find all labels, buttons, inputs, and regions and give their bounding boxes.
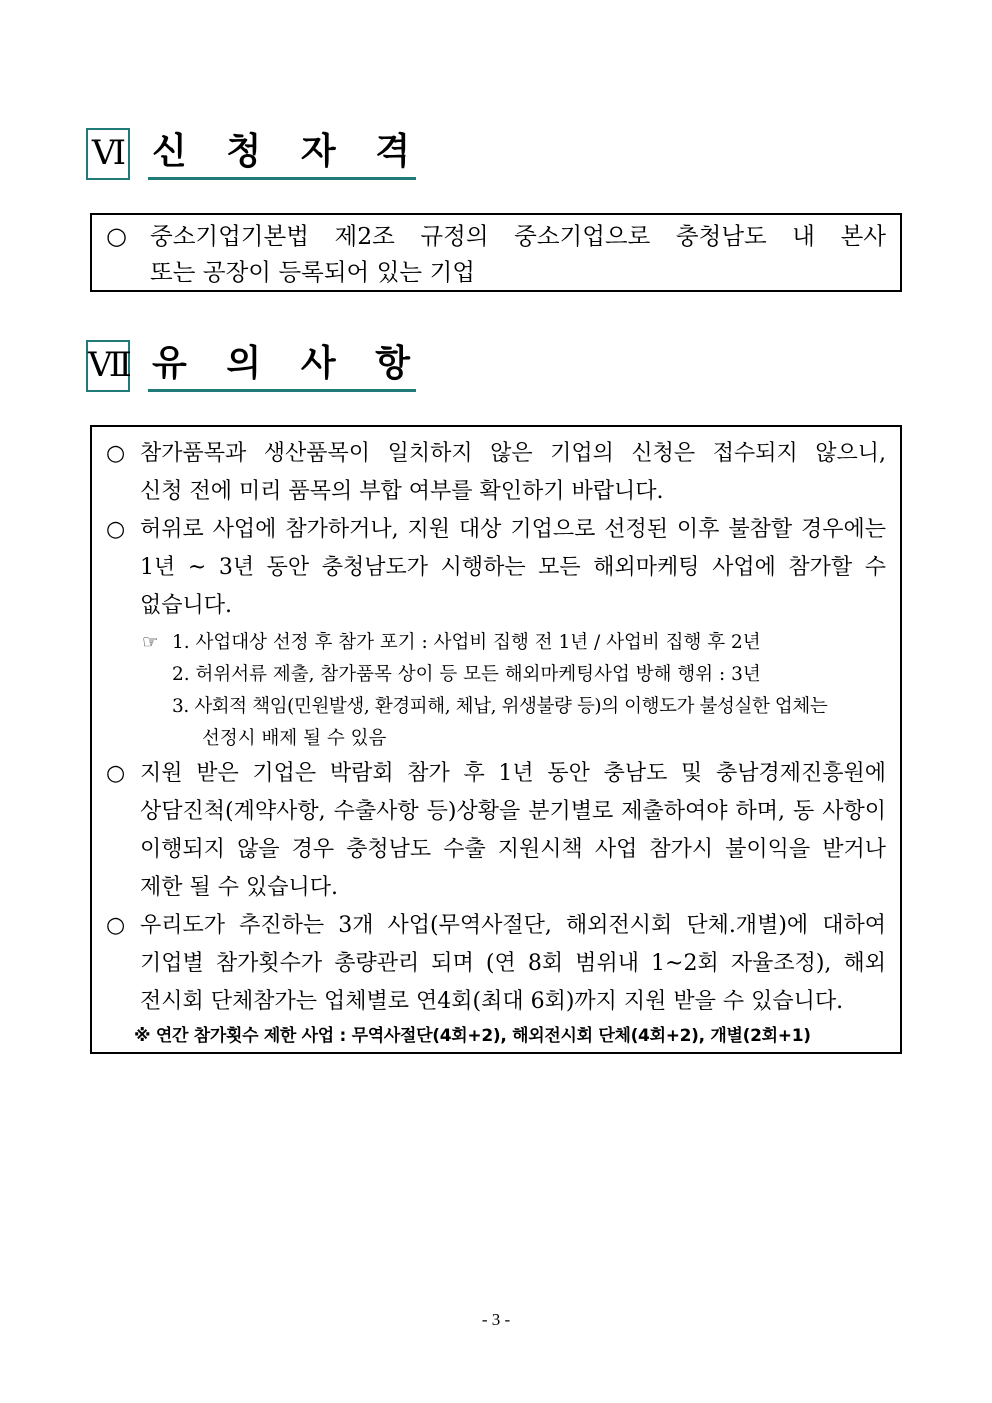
section-7-number: Ⅶ [86, 340, 130, 392]
sub-list [92, 625, 886, 755]
item-line: 제한 될 수 있습니다. [140, 875, 338, 900]
sub-item: 2. 허위서류 제출, 참가품목 상이 등 모든 해외마케팅사업 방해 행위 : 3년 [172, 664, 761, 685]
item-line: 기업별 참가횟수가 총량관리 되며 (연 8회 범위내 1~2회 자율조정), 해외 [140, 951, 886, 976]
circle-bullet-icon: ○ [106, 441, 126, 466]
item-line: 없습니다. [140, 593, 233, 618]
section-6-box [90, 213, 902, 292]
page-number: - 3 - [481, 1310, 511, 1329]
section-7-title-char: 의 [226, 343, 262, 384]
item-line: 상담진척(계약사항, 수출사항 등)상황을 분기별로 제출하여야 하며, 동 사항이 [140, 799, 886, 824]
item-line: 전시회 단체참가는 업체별로 연4회(최대 6회)까지 지원 받을 수 있습니다. [140, 989, 844, 1014]
item-line: 참가품목과 생산품목이 일치하지 않은 기업의 신청은 접수되지 않으니, [140, 441, 886, 466]
circle-bullet-icon: ○ [106, 517, 126, 542]
list-item [92, 755, 886, 907]
section-6-title-char: 격 [375, 131, 410, 172]
item-line: 또는 공장이 등록되어 있는 기업 [150, 258, 475, 286]
sub-item: 선정시 배제 될 수 있음 [202, 728, 387, 749]
section-6-title-char: 자 [300, 131, 336, 172]
section-7-title-char: 항 [375, 343, 410, 384]
section-6-title-char: 신 [152, 131, 187, 172]
circle-bullet-icon: ○ [106, 222, 127, 250]
list-item [92, 511, 886, 625]
section-6-title-char: 청 [226, 131, 262, 172]
section-7-title-char: 유 [152, 343, 187, 384]
section-7-title-char: 사 [300, 343, 336, 384]
sub-item: 3. 사회적 책임(민원발생, 환경피해, 체납, 위생불량 등)의 이행도가 불성실한 업체는 [172, 696, 828, 717]
section-7-title [148, 340, 416, 392]
item-line: 신청 전에 미리 품목의 부합 여부를 확인하기 바랍니다. [140, 479, 664, 504]
list-item [92, 907, 886, 1021]
list-item [92, 218, 900, 290]
item-line: 중소기업기본법 제2조 규정의 중소기업으로 충청남도 내 본사 [150, 222, 886, 250]
item-line: 허위로 사업에 참가하거나, 지원 대상 기업으로 선정된 이후 불참할 경우에는 [140, 517, 886, 542]
sub-item: 1. 사업대상 선정 후 참가 포기 : 사업비 집행 전 1년 / 사업비 집행 후 2년 [172, 632, 761, 653]
section-6-title [148, 128, 416, 180]
section-7-box [90, 425, 902, 1054]
item-line: 지원 받은 기업은 박람회 참가 후 1년 동안 충남도 및 충남경제진흥원에 [140, 761, 886, 786]
circle-bullet-icon: ○ [106, 761, 126, 786]
item-line: 이행되지 않을 경우 충청남도 수출 지원시책 사업 참가시 불이익을 받거나 [140, 837, 886, 862]
circle-bullet-icon: ○ [106, 913, 126, 938]
item-line: 우리도가 추진하는 3개 사업(무역사절단, 해외전시회 단체.개별)에 대하여 [140, 913, 886, 938]
item-line: 1년 ~ 3년 동안 충청남도가 시행하는 모든 해외마케팅 사업에 참가할 수 [140, 555, 886, 580]
list-item [92, 435, 886, 511]
section-6-number: Ⅵ [86, 128, 130, 180]
pointing-hand-icon: ☞ [142, 632, 159, 653]
limit-note: ※ 연간 참가횟수 제한 사업 : 무역사절단(4회+2), 해외전시회 단체(4회+2), 개별(2회+1) [134, 1026, 811, 1046]
